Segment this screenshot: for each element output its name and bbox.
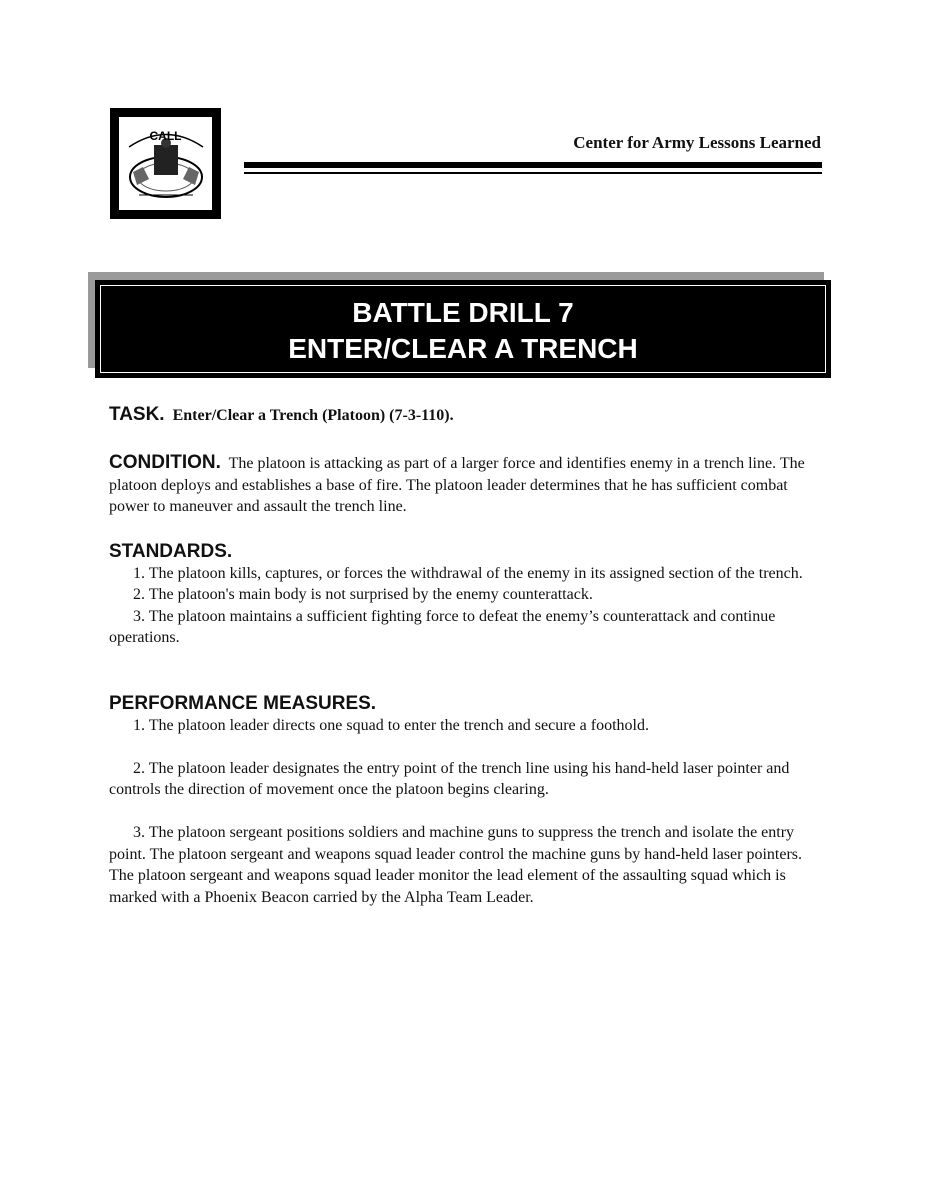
task-text: Enter/Clear a Trench (Platoon) (7-3-110).	[172, 407, 454, 424]
measure-item-2: 2. The platoon leader designates the entry point of the trench line using his hand-held laser pointer and controls the direction of movement once the platoon begins clearing.	[109, 759, 790, 798]
header-rule-thick	[244, 162, 822, 168]
logo-label: CALL	[149, 129, 182, 143]
measure-item-3: 3. The platoon sergeant positions soldiers and machine guns to suppress the trench and isolate the entry point. The platoon sergeant and weapons squad leader control the machine guns by hand-held laser pointers. The platoon sergeant and weapons squad leader monitor the lead element of the assaulting squad which is marked with a Phoenix Beacon carried by the Alpha Team Leader.	[109, 824, 802, 906]
header-rule-thin	[244, 172, 822, 174]
drill-number: BATTLE DRILL 7	[352, 297, 574, 328]
standard-item-2: 2. The platoon's main body is not surprised by the enemy counterattack.	[133, 586, 593, 603]
condition-heading: CONDITION.	[109, 452, 221, 473]
task-heading: TASK.	[109, 404, 165, 425]
organization-name: Center for Army Lessons Learned	[573, 133, 821, 152]
standards-heading: STANDARDS.	[109, 541, 233, 562]
call-logo	[110, 108, 221, 219]
performance-measures-section	[109, 693, 829, 908]
task-section	[109, 404, 829, 427]
performance-measures-heading: PERFORMANCE MEASURES.	[109, 693, 377, 714]
title-banner	[95, 280, 831, 378]
standard-item-1: 1. The platoon kills, captures, or forces the withdrawal of the enemy in its assigned section of the trench.	[133, 564, 803, 582]
standards-section	[109, 541, 829, 649]
condition-section	[109, 452, 829, 518]
drill-title: ENTER/CLEAR A TRENCH	[288, 333, 638, 364]
condition-text: The platoon is attacking as part of a larger force and identifies enemy in a trench line. The platoon deploys and establishes a base of fire. The platoon leader determines that he has sufficient combat power to maneuver and assault the trench line.	[109, 455, 805, 515]
measure-item-1: 1. The platoon leader directs one squad to enter the trench and secure a foothold.	[133, 716, 649, 734]
standard-item-3: 3. The platoon maintains a sufficient fighting force to defeat the enemy’s counterattack and continue operations.	[109, 607, 776, 646]
logo-emblem	[118, 116, 213, 211]
